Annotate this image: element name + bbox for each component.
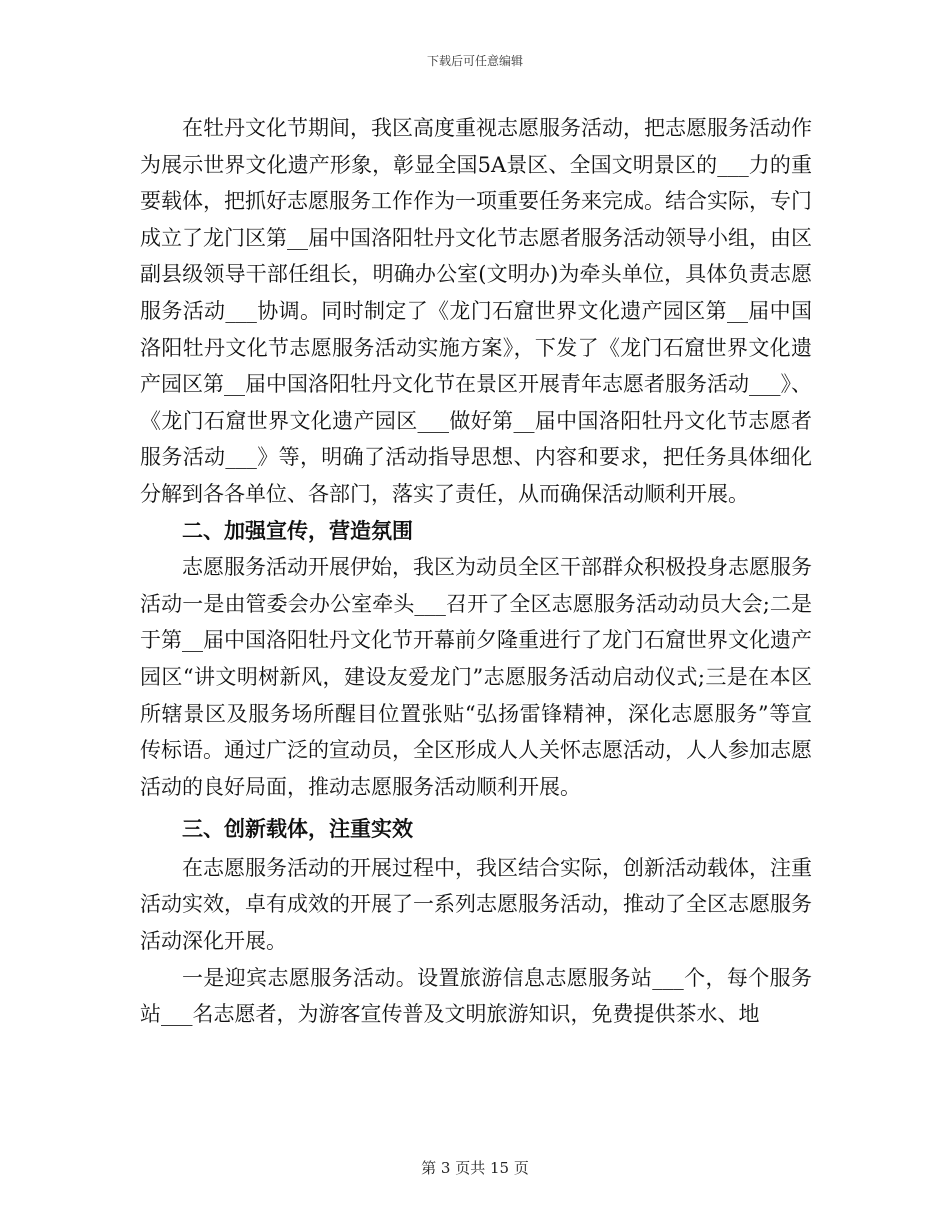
paragraph-1: 在牡丹文化节期间，我区高度重视志愿服务活动，把志愿服务活动作为展示世界文化遗产形象，彰显全国5A景区、全国文明景区的___力的重要载体，把抓好志愿服务工作作为一项重要任务来完成。结合实际，专门成立了龙门区第__届中国洛阳牡丹文化节志愿者服务活动领导小组，由区副县级领导干部任组长，明确办公室(文明办)为牵头单位，具体负责志愿服务活动___协调。同时制定了《龙门石窟世界文化遗产园区第__届中国洛阳牡丹文化节志愿服务活动实施方案》，下发了《龙门石窟世界文化遗产园区第__届中国洛阳牡丹文化节在景区开展青年志愿者服务活动___》、《龙门石窟世界文化遗产园区___做好第__届中国洛阳牡丹文化节志愿者服务活动___》等，明确了活动指导思想、内容和要求，把任务具体细化分解到各各单位、各部门，落实了责任，从而确保活动顺利开展。 bbox=[140, 116, 812, 506]
paragraph-4: 一是迎宾志愿服务活动。设置旅游信息志愿服务站___个，每个服务站___名志愿者，为游客宣传普及文明旅游知识，免费提供茶水、地 bbox=[140, 965, 812, 1027]
section-heading-3: 三、创新载体，注重实效 bbox=[182, 817, 413, 842]
page-header-note: 下载后可任意编辑 bbox=[426, 54, 523, 68]
document-body bbox=[140, 110, 812, 1033]
paragraph-3: 在志愿服务活动的开展过程中，我区结合实际，创新活动载体，注重活动实效，卓有成效的开展了一系列志愿服务活动，推动了全区志愿服务活动深化开展。 bbox=[140, 855, 812, 954]
page-number: 第 3 页共 15 页 bbox=[421, 1159, 529, 1177]
paragraph-2: 志愿服务活动开展伊始，我区为动员全区干部群众积极投身志愿服务活动一是由管委会办公室牵头___召开了全区志愿服务活动动员大会;二是于第__届中国洛阳牡丹文化节开幕前夕隆重进行了龙门石窟世界文化遗产园区“讲文明树新风，建设友爱龙门”志愿服务活动启动仪式;三是在本区所辖景区及服务场所醒目位置张贴“弘扬雷锋精神，深化志愿服务”等宣传标语。通过广泛的宣动员，全区形成人人关怀志愿活动，人人参加志愿活动的良好局面，推动志愿服务活动顺利开展。 bbox=[140, 555, 812, 799]
section-heading-2: 二、加强宣传，营造氛围 bbox=[182, 518, 413, 543]
